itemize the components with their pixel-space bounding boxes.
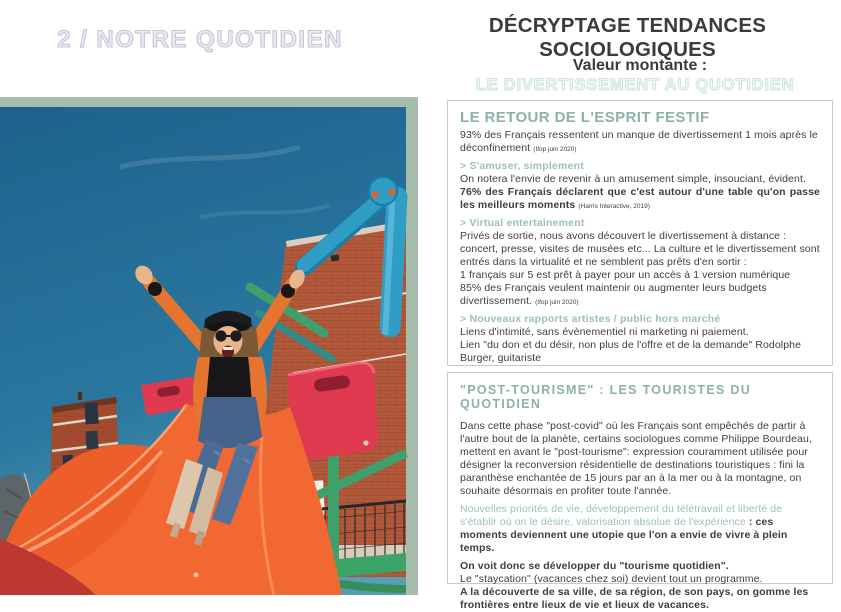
- paragraph: A la découverte de sa ville, de sa région, de son pays, on gomme les frontières entre lieux de vie et lieux de vacances.: [460, 586, 809, 612]
- panel-post-tourisme: [447, 372, 833, 612]
- paragraph: Le "staycation" (vacances chez soi) devient tout un programme.: [460, 573, 763, 586]
- paragraph: [460, 129, 820, 155]
- highlight-bold: : ces moments deviennent une utopie que l'on a envie de vivre à plein temps.: [460, 516, 788, 555]
- paragraph: Privés de sortie, nous avons découvert le divertissement à distance : concert, presse, visites de musées etc... La culture et le divertissement sont entrés dans la virtualité et ne semblent pas prêts d'en sortir :: [460, 230, 820, 269]
- subtitle-label: Valeur montante :: [572, 57, 708, 74]
- stat-text: 93% des Français ressentent un manque de divertissement 1 mois après le déconfinement: [460, 129, 818, 155]
- paragraph: [460, 186, 820, 212]
- panel-esprit-festif: [447, 100, 833, 366]
- paragraph: [460, 503, 820, 555]
- highlight-green: Nouvelles priorités de vie, développement du télétravail et liberté de s'établir où on le désire, valorisation absolue de l'expérience: [460, 503, 783, 529]
- subtitle-value: LE DIVERTISSEMENT AU QUOTIDIEN: [475, 76, 795, 94]
- source-citation: (Harris Interactive, 2019): [578, 203, 650, 211]
- subheading-samuser: > S'amuser, simplement: [460, 160, 584, 173]
- paragraph: [460, 282, 820, 308]
- paragraph: Lien "du don et du désir, non plus de l'offre et de la demande" Rodolphe Burger, guitariste: [460, 339, 802, 365]
- subheading-virtual: > Virtual entertainement: [460, 217, 585, 230]
- section-title: 2 / NOTRE QUOTIDIEN: [57, 26, 343, 53]
- paragraph: On voit donc se développer du "tourisme quotidien".: [460, 560, 729, 573]
- panel-title: LE RETOUR DE L'ESPRIT FESTIF: [460, 109, 710, 126]
- stat-text: 85% des Français veulent maintenir ou augmenter leurs budgets divertissement.: [460, 282, 767, 308]
- paragraph: Liens d'intimité, sans évènementiel ni marketing ni paiement.: [460, 326, 749, 339]
- paragraph: Dans cette phase "post-covid" où les Français sont empêchés de partir à l'autre bout de la planète, certains sociologues comme Philippe Bourdeau, mettent en avant le "post-tourisme": expression couramment utilisée pour désigner la reconversion résidentielle de destinations touristiques : fini la paranthèse enchantée de 15 jours par an à la mer ou à la montagne, on souhaite désormais en profiter toute l'année.: [460, 420, 812, 498]
- paragraph: On notera l'envie de revenir à un amusement simple, insouciant, évident.: [460, 173, 806, 186]
- source-citation: (Ifop juin 2020): [535, 299, 579, 307]
- playground-photo: [0, 97, 418, 595]
- black-top: [206, 357, 252, 401]
- playground-photo-art: [0, 107, 406, 595]
- subheading-rapports: > Nouveaux rapports artistes / public hors marché: [460, 313, 721, 326]
- stat-text: 76% des Français déclarent que c'est autour d'une table qu'on passe les meilleurs moments: [460, 186, 820, 212]
- source-citation: (Ifop juin 2020): [533, 146, 577, 154]
- page-title: DÉCRYPTAGE TENDANCES SOCIOLOGIQUES: [488, 14, 767, 61]
- panel-title: "POST-TOURISME" : LES TOURISTES DU QUOTIDIEN: [460, 383, 752, 411]
- paragraph: 1 français sur 5 est prêt à payer pour un accès à 1 version numérique: [460, 269, 791, 282]
